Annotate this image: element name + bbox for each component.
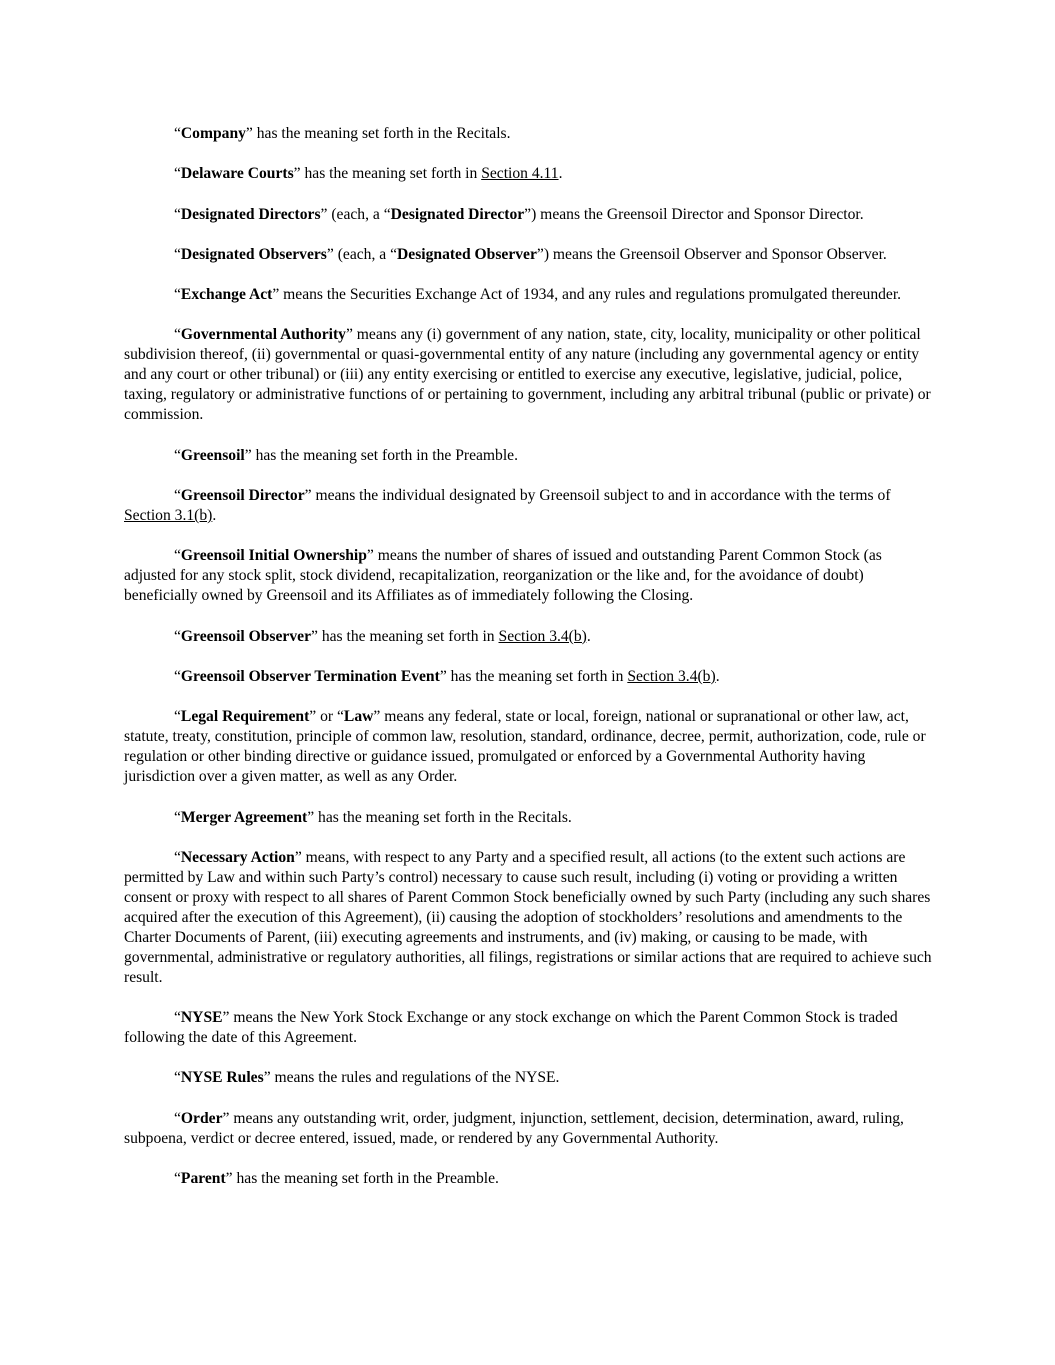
defined-term: Exchange Act — [180, 286, 273, 304]
definition-paragraph — [124, 205, 936, 225]
definition-text: “ — [174, 487, 181, 505]
definition-text: “ — [174, 808, 181, 826]
definition-text: “ — [174, 848, 181, 866]
defined-term: Legal Requirement — [180, 708, 310, 726]
definition-paragraph — [124, 325, 936, 425]
definition-text: . — [558, 165, 563, 183]
section-reference: Section 4.11 — [481, 165, 559, 183]
definition-paragraph — [124, 808, 936, 828]
definition-text: ” has the meaning set forth in the Preamble. — [225, 1170, 499, 1188]
definition-text: ” means the Securities Exchange Act of 1934, and any rules and regulations promulgated thereunder. — [272, 286, 902, 304]
definition-text: ” or “ — [309, 708, 344, 726]
definition-text: ” (each, a “ — [320, 205, 391, 223]
defined-term: Greensoil Director — [180, 487, 305, 505]
definitions-list — [124, 124, 936, 1209]
definition-text: ” has the meaning set forth in the Preamble. — [244, 446, 518, 464]
definition-text: ” means any (i) government of any nation, state, city, locality, municipality or other political subdivision thereof, (ii) governmental or quasi-governmental entity of any nature (including any governmental agency or entity and any court or other tribunal) or (iii) any entity exercising or entitled to exercise any executive, legislative, judicial, police, taxing, regulatory or administrative functions of or pertaining to government, including any arbitral tribunal (public or private) or commission. — [124, 326, 931, 424]
definition-text: ” has the meaning set forth in — [293, 165, 482, 183]
defined-term: NYSE — [180, 1009, 223, 1027]
definition-text: “ — [174, 326, 181, 344]
definition-text: “ — [174, 708, 181, 726]
definition-paragraph — [124, 627, 936, 647]
definition-paragraph — [124, 124, 936, 144]
definition-text: ” means the number of shares of issued and outstanding Parent Common Stock (as adjusted for any stock split, stock dividend, recapitalization, reorganization or the like and, for the avoidance of doubt) beneficially owned by Greensoil and its Affiliates as of immediately following the Closing. — [124, 547, 882, 605]
defined-term: Designated Director — [390, 205, 525, 223]
defined-term: Greensoil Observer — [180, 627, 311, 645]
definition-text: “ — [174, 547, 181, 565]
section-reference: Section 3.4(b) — [498, 627, 587, 645]
definition-paragraph — [124, 1068, 936, 1088]
defined-term: Law — [343, 708, 374, 726]
definition-paragraph — [124, 1008, 936, 1048]
definition-text: ” has the meaning set forth in — [311, 627, 499, 645]
definition-text: “ — [174, 1069, 181, 1087]
defined-term: Necessary Action — [180, 848, 295, 866]
definition-text: ” has the meaning set forth in the Recitals. — [245, 125, 511, 142]
defined-term: NYSE Rules — [180, 1069, 264, 1087]
defined-term: Designated Observers — [180, 245, 327, 263]
defined-term: Greensoil Initial Ownership — [180, 547, 367, 565]
definition-paragraph — [124, 486, 936, 526]
definition-text: ” has the meaning set forth in the Recitals. — [307, 808, 572, 826]
definition-text: “ — [174, 286, 181, 304]
definition-text: “ — [174, 667, 181, 685]
definition-text: “ — [174, 627, 181, 645]
defined-term: Greensoil Observer Termination Event — [180, 667, 440, 685]
defined-term: Governmental Authority — [180, 326, 346, 344]
definition-text: . — [586, 627, 591, 645]
definition-text: “ — [174, 1170, 181, 1188]
definition-text: ” means any federal, state or local, foreign, national or supranational or other law, act, statute, treaty, constitution, principle of common law, resolution, standard, ordinance, decree, permit, authorization, code, rule or regulation or other binding directive or guidance issued, promulgated or enforced by a Governmental Authority having jurisdiction over a given matter, as well as any Order. — [124, 708, 926, 786]
defined-term: Merger Agreement — [180, 808, 308, 826]
definition-paragraph — [124, 285, 936, 305]
defined-term: Parent — [180, 1170, 226, 1188]
definition-paragraph — [124, 164, 936, 184]
definition-text: . — [212, 507, 217, 525]
definition-paragraph — [124, 446, 936, 466]
definition-text: ” means the New York Stock Exchange or any stock exchange on which the Parent Common Stock is traded following the date of this Agreement. — [124, 1009, 898, 1047]
definition-text: ” means the individual designated by Greensoil subject to and in accordance with the terms of — [304, 487, 891, 505]
section-reference: Section 3.4(b) — [627, 667, 716, 685]
defined-term: Greensoil — [180, 446, 245, 464]
definition-text: “ — [174, 1109, 181, 1127]
section-reference: Section 3.1(b) — [124, 507, 213, 525]
defined-term: Order — [180, 1109, 223, 1127]
definition-paragraph — [124, 546, 936, 606]
definition-text: “ — [174, 125, 181, 142]
definition-paragraph — [124, 245, 936, 265]
defined-term: Designated Directors — [180, 205, 321, 223]
defined-term: Delaware Courts — [180, 165, 294, 183]
definition-text: . — [715, 667, 720, 685]
definition-paragraph — [124, 1109, 936, 1149]
definition-paragraph — [124, 667, 936, 687]
definition-text: “ — [174, 165, 181, 183]
definition-paragraph — [124, 848, 936, 988]
definition-text: “ — [174, 446, 181, 464]
definition-text: ” means any outstanding writ, order, judgment, injunction, settlement, decision, determination, award, ruling, subpoena, verdict or decree entered, issued, made, or rendered by any Governmental Authority. — [124, 1109, 904, 1147]
definition-text: ” (each, a “ — [326, 245, 398, 263]
defined-term: Designated Observer — [397, 245, 537, 263]
definition-text: “ — [174, 205, 181, 223]
definition-text: ” means the rules and regulations of the NYSE. — [263, 1069, 560, 1087]
definition-text: ” has the meaning set forth in — [439, 667, 628, 685]
defined-term: Company — [180, 125, 246, 142]
definition-text: ” means, with respect to any Party and a specified result, all actions (to the extent such actions are permitted by Law and within such Party’s control) necessary to cause such result, including (i) voting or providing a written consent or proxy with respect to all shares of Parent Common Stock beneficially owned by such Party (including any such shares acquired after the execution of this Agreement), (ii) causing the adoption of stockholders’ resolutions and amendments to the Charter Documents of Parent, (iii) executing agreements and instruments, and (iv) making, or causing to be made, with governmental, administrative or regulatory authorities, all filings, registrations or similar actions that are required to achieve such result. — [124, 848, 932, 986]
definition-paragraph — [124, 707, 936, 787]
definition-text: “ — [174, 245, 181, 263]
definition-text: “ — [174, 1009, 181, 1027]
definition-text: ”) means the Greensoil Director and Sponsor Director. — [524, 205, 864, 223]
definition-paragraph — [124, 1169, 936, 1189]
definition-text: ”) means the Greensoil Observer and Sponsor Observer. — [536, 245, 887, 263]
